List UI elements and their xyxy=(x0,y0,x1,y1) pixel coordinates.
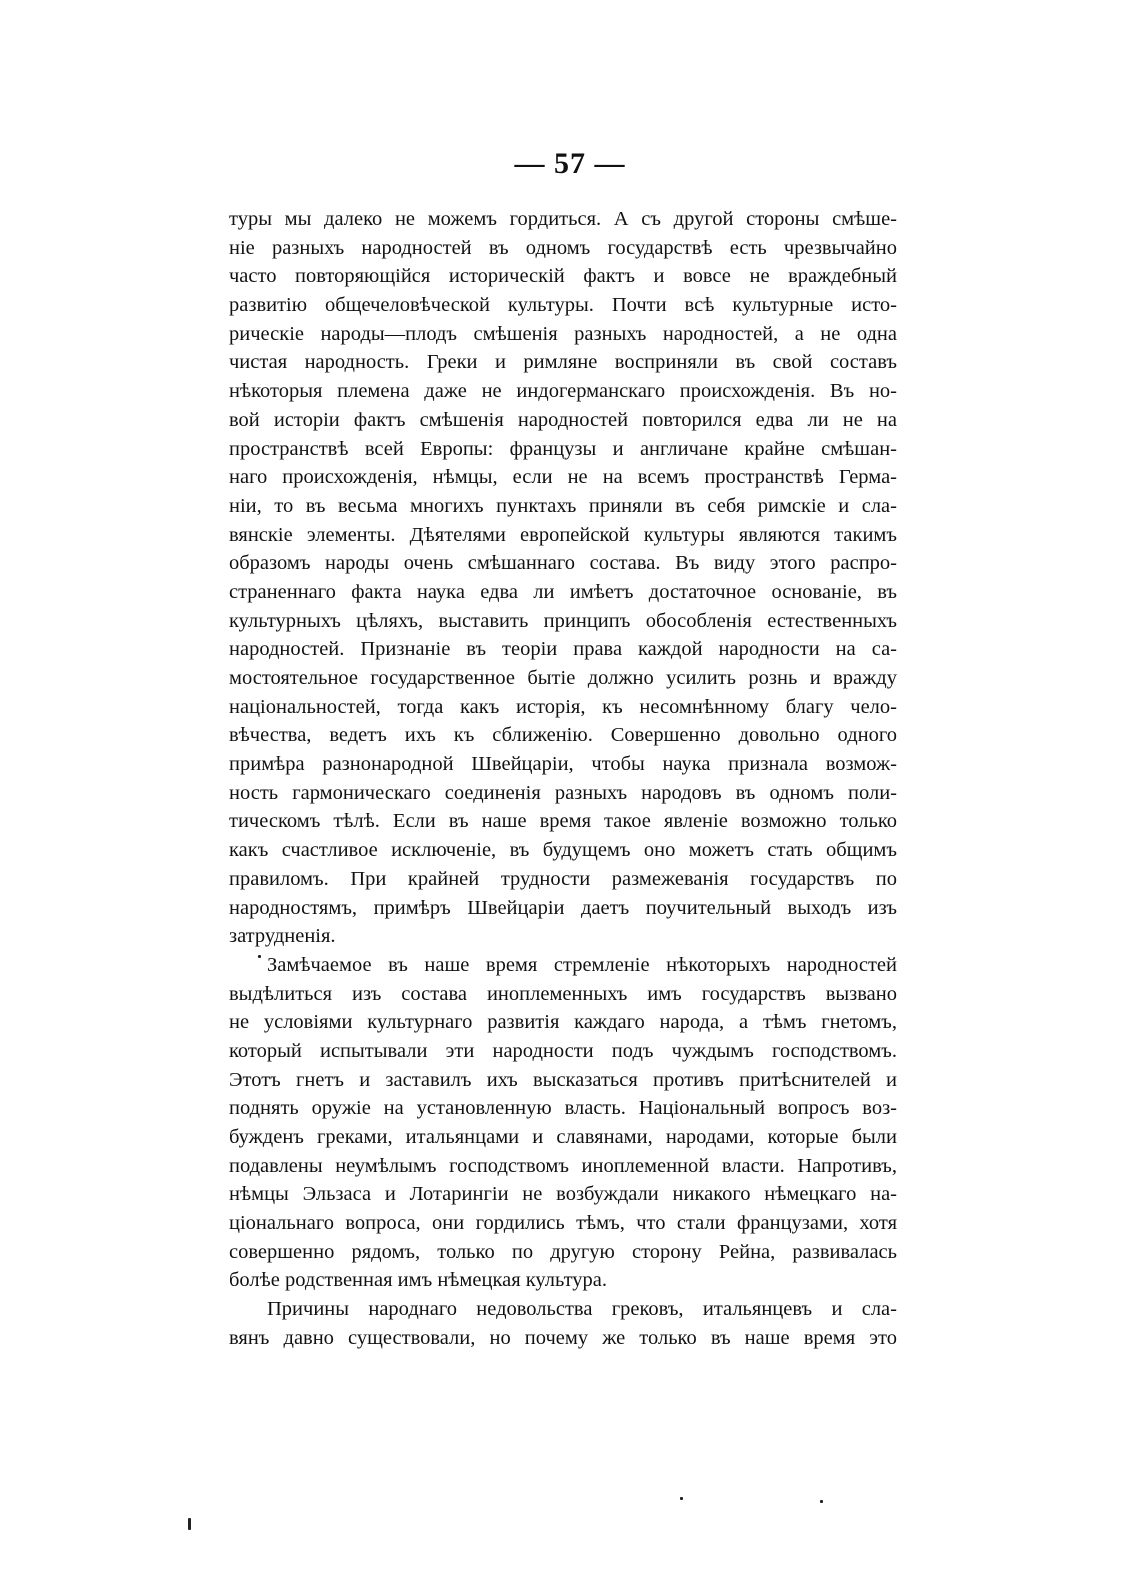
text-line: совершенно рядомъ, только по другую сторону Рейна, развивалась xyxy=(229,1240,897,1263)
text-line: ность гармоническаго соединенія разныхъ народовъ въ одномъ поли- xyxy=(229,781,897,804)
text-line: поднять оружіе на установленную власть. Національный вопросъ воз- xyxy=(229,1097,897,1120)
paragraph xyxy=(229,205,897,951)
text-line: правиломъ. При крайней трудности размежеванія государствъ по xyxy=(229,867,897,890)
scan-speck xyxy=(680,1497,683,1500)
text-line: затрудненія. xyxy=(229,925,336,948)
text-line: не условіями культурнаго развитія каждаго народа, а тѣмъ гнетомъ, xyxy=(229,1011,897,1034)
text-line: пространствѣ всей Европы: французы и англичане крайне смѣшан- xyxy=(229,437,897,460)
text-line: наго происхожденія, нѣмцы, если не на всемъ пространствѣ Герма- xyxy=(229,466,897,489)
text-line: бужденъ греками, итальянцами и славянами, народами, которые были xyxy=(229,1126,897,1148)
text-line: народностей. Признаніе въ теоріи права каждой народности на са- xyxy=(229,638,897,661)
text-line: мостоятельное государственное бытіе должно усилить рознь и вражду xyxy=(229,667,897,689)
text-line: какъ счастливое исключеніе, въ будущемъ оно можетъ стать общимъ xyxy=(229,839,897,862)
text-line: чистая народность. Греки и римляне восприняли въ свой составъ xyxy=(229,351,897,374)
text-line: нѣмцы Эльзаса и Лотарингіи не возбуждали никакого нѣмецкаго на- xyxy=(229,1183,897,1206)
text-line: ніи, то въ весьма многихъ пунктахъ приняли въ себя римскіе и сла- xyxy=(229,494,897,517)
text-line: рическіе народы—плодъ смѣшенія разныхъ народностей, а не одна xyxy=(229,322,897,345)
text-line: вой исторіи фактъ смѣшенія народностей повторился едва ли не на xyxy=(229,408,897,431)
text-line: Этотъ гнетъ и заставилъ ихъ высказаться противъ притѣснителей и xyxy=(229,1068,897,1091)
text-line: тическомъ тѣлѣ. Если въ наше время такое явленіе возможно только xyxy=(229,810,897,833)
text-line: Замѣчаемое въ наше время стремленіе нѣкоторыхъ народностей xyxy=(267,953,897,976)
text-line: Причины народнаго недовольства грековъ, итальянцевъ и сла- xyxy=(267,1298,897,1321)
text-line: часто повторяющійся историческій фактъ и вовсе не враждебный xyxy=(229,265,897,288)
text-line: который испытывали эти народности подъ чуждымъ господствомъ. xyxy=(229,1039,897,1062)
text-line: болѣе родственная имъ нѣмецкая культура. xyxy=(229,1269,607,1292)
page-number: — 57 — xyxy=(514,147,626,180)
scan-speck xyxy=(188,1518,191,1530)
text-line: народностямъ, примѣръ Швейцаріи даетъ поучительный выходъ изъ xyxy=(229,896,897,919)
scan-speck xyxy=(820,1500,823,1503)
text-line: выдѣлиться изъ состава иноплеменныхъ имъ государствъ вызвано xyxy=(229,982,897,1005)
text-line: ціональнаго вопроса, они гордились тѣмъ, что стали французами, хотя xyxy=(229,1212,897,1235)
text-line: образомъ народы очень смѣшаннаго состава. Въ виду этого распро- xyxy=(229,552,897,575)
text-line: національностей, тогда какъ исторія, къ несомнѣнному благу чело- xyxy=(229,695,897,718)
text-line: вянъ давно существовали, но почему же только въ наше время это xyxy=(229,1326,897,1349)
text-line: туры мы далеко не можемъ гордиться. А съ другой стороны смѣше- xyxy=(229,208,897,230)
paragraph xyxy=(229,1295,897,1352)
text-line: культурныхъ цѣляхъ, выставить принципъ обособленія естественныхъ xyxy=(229,609,897,632)
text-line: развитію общечеловѣческой культуры. Почти всѣ культурные исто- xyxy=(229,294,897,317)
text-line: вянскіе элементы. Дѣятелями европейской культуры являются такимъ xyxy=(229,523,897,546)
text-line: нѣкоторыя племена даже не индогерманскаго происхожденія. Въ но- xyxy=(229,380,897,403)
text-line: ніе разныхъ народностей въ одномъ государствѣ есть чрезвычайно xyxy=(229,236,897,259)
text-line: примѣра разнонародной Швейцаріи, чтобы наука признала возмож- xyxy=(229,753,897,776)
text-line: подавлены неумѣлымъ господствомъ иноплеменной власти. Напротивъ, xyxy=(229,1154,897,1177)
body-text xyxy=(229,205,897,1353)
scan-speck xyxy=(258,955,261,958)
paragraph xyxy=(229,951,897,1295)
text-line: страненнаго факта наука едва ли имѣетъ достаточное основаніе, въ xyxy=(229,580,897,603)
text-line: вѣчества, ведетъ ихъ къ сближенію. Совершенно довольно одного xyxy=(229,724,897,747)
